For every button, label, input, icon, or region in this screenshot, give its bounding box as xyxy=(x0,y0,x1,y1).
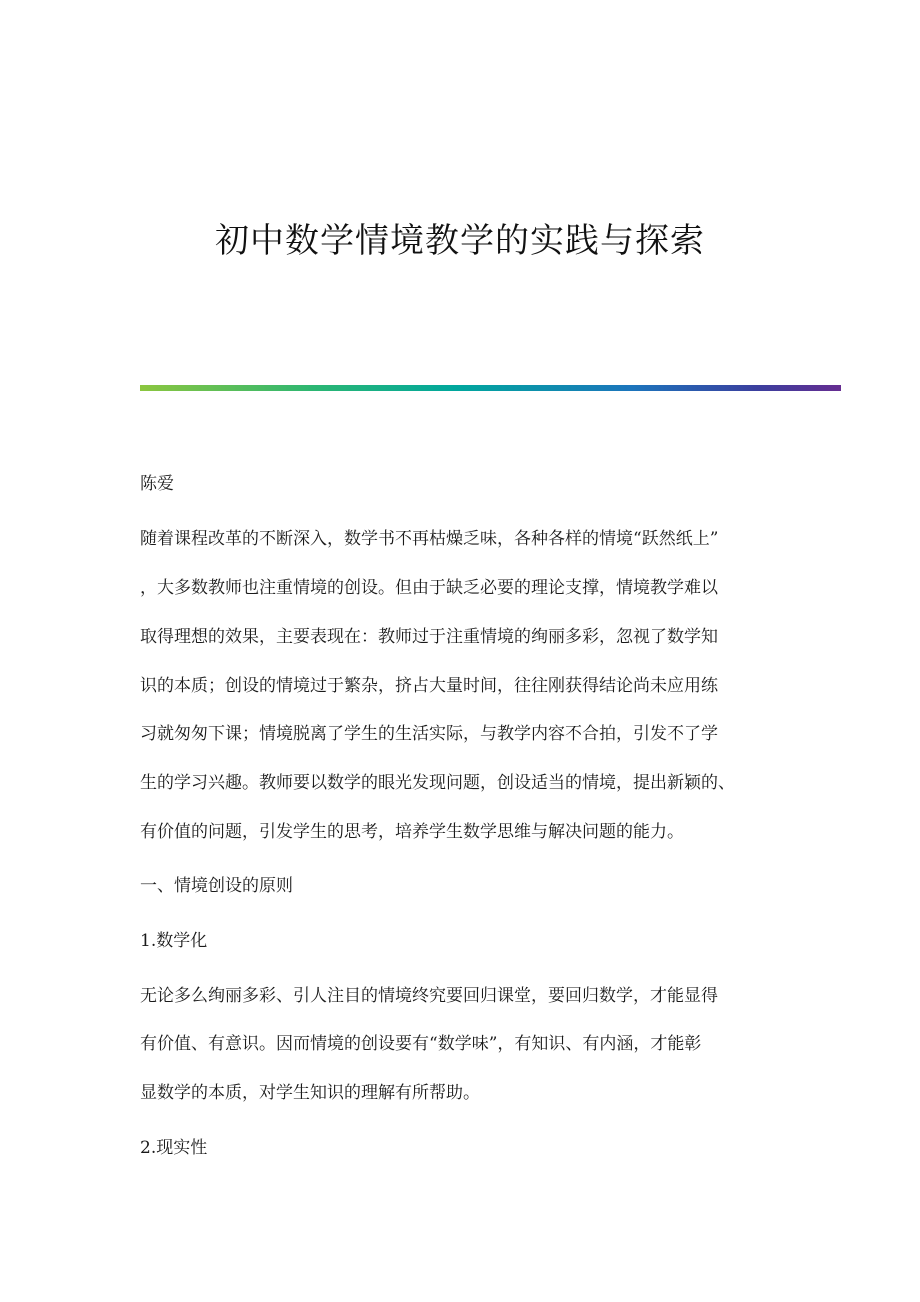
intro-line-4: 识的本质；创设的情境过于繁杂，挤占大量时间，往往刚获得结论尚未应用练 xyxy=(140,676,718,696)
intro-line-1: 随着课程改革的不断深入，数学书不再枯燥乏味，各种各样的情境“跃然纸上” xyxy=(140,529,719,549)
intro-line-6: 生的学习兴趣。教师要以数学的眼光发现问题，创设适当的情境，提出新颖的、 xyxy=(140,773,735,793)
author-name: 陈爱 xyxy=(140,474,174,494)
sub1-line-3: 显数学的本质，对学生知识的理解有所帮助。 xyxy=(140,1083,480,1103)
document-title: 初中数学情境教学的实践与探索 xyxy=(215,221,705,261)
sub1-line-2: 有价值、有意识。因而情境的创设要有“数学味”，有知识、有内涵，才能彰 xyxy=(140,1034,702,1054)
subsection-heading-1: 1.数学化 xyxy=(140,931,208,951)
sub1-line-1: 无论多么绚丽多彩、引人注目的情境终究要回归课堂，要回归数学，才能显得 xyxy=(140,986,718,1006)
intro-line-7: 有价值的问题，引发学生的思考，培养学生数学思维与解决问题的能力。 xyxy=(140,822,684,842)
intro-line-3: 取得理想的效果，主要表现在：教师过于注重情境的绚丽多彩，忽视了数学知 xyxy=(140,627,718,647)
intro-line-2: ，大多数教师也注重情境的创设。但由于缺乏必要的理论支撑，情境教学难以 xyxy=(140,578,718,598)
section-heading-1: 一、情境创设的原则 xyxy=(140,876,293,896)
title-divider xyxy=(140,385,841,391)
subsection-heading-2: 2.现实性 xyxy=(140,1138,208,1158)
intro-line-5: 习就匆匆下课；情境脱离了学生的生活实际，与教学内容不合拍，引发不了学 xyxy=(140,724,718,744)
